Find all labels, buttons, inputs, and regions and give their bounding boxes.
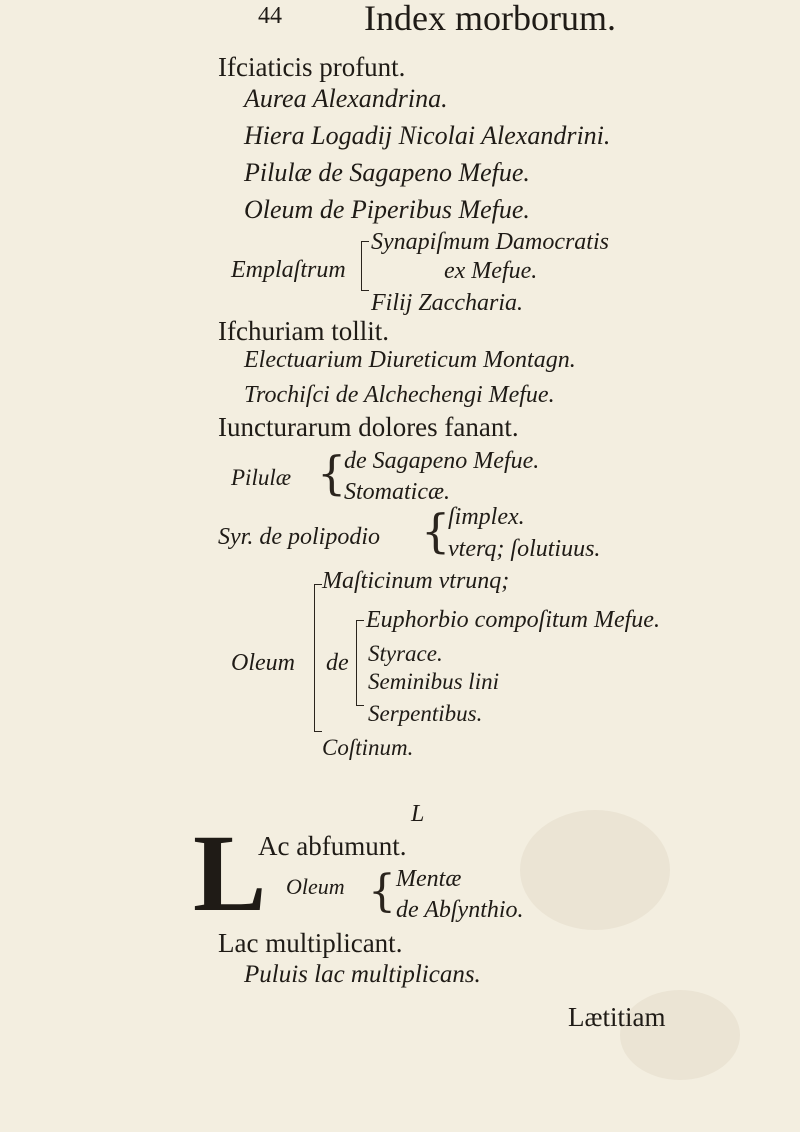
bracket	[314, 584, 322, 732]
entry-heading: Lac multiplicant.	[218, 928, 403, 958]
group-label: Pilulæ	[231, 465, 292, 490]
remedy-line: Stomaticæ.	[344, 479, 450, 505]
remedy-line: Trochiſci de Alchechengi Mefue.	[244, 382, 555, 408]
remedy-line: Serpentibus.	[368, 701, 483, 726]
group-label: Emplaſtrum	[231, 257, 346, 283]
entry-heading: Ifciaticis profunt.	[218, 52, 406, 82]
section-letter: L	[411, 801, 425, 827]
remedy-line: Filij Zaccharia.	[371, 290, 523, 316]
connector: de	[326, 650, 349, 676]
remedy-line: Mentæ	[396, 866, 462, 892]
group-label: Syr. de polipodio	[218, 524, 380, 550]
catchword: Lætitiam	[568, 1002, 666, 1032]
remedy-line: Seminibus lini	[368, 669, 499, 694]
running-title: Index morborum.	[364, 0, 616, 38]
remedy-line: Maſticinum vtrunq;	[322, 568, 510, 594]
remedy-line: Electuarium Diureticum Montagn.	[244, 347, 576, 373]
brace: {	[317, 446, 347, 500]
remedy-line: de Abſynthio.	[396, 897, 524, 923]
bracket	[361, 241, 369, 291]
group-label: Oleum	[231, 650, 295, 676]
remedy-line: Styrace.	[368, 641, 443, 666]
brace: {	[421, 504, 451, 558]
entry-heading: Ifchuriam tollit.	[218, 316, 389, 346]
remedy-line: de Sagapeno Mefue.	[344, 448, 540, 474]
remedy-line: Euphorbio compoſitum Mefue.	[366, 607, 660, 633]
group-label: Oleum	[286, 874, 345, 899]
remedy-line: Hiera Logadij Nicolai Alexandrini.	[244, 121, 611, 150]
brace: {	[368, 866, 396, 917]
drop-cap: L	[193, 812, 267, 934]
remedy-line: ſimplex.	[448, 504, 525, 530]
entry-heading: Ac abfumunt.	[258, 831, 407, 861]
remedy-line: Oleum de Piperibus Mefue.	[244, 195, 530, 224]
bracket	[356, 620, 364, 706]
remedy-line: vterq; ſolutiuus.	[448, 536, 601, 562]
paper-stain	[520, 810, 670, 930]
remedy-line: ex Mefue.	[444, 258, 538, 284]
page-number: 44	[258, 3, 282, 29]
remedy-line: Puluis lac multiplicans.	[244, 961, 481, 988]
remedy-line: Aurea Alexandrina.	[244, 84, 448, 113]
entry-heading: Iuncturarum dolores fanant.	[218, 412, 519, 442]
remedy-line: Coſtinum.	[322, 735, 414, 760]
remedy-line: Synapiſmum Damocratis	[371, 229, 609, 255]
remedy-line: Pilulæ de Sagapeno Mefue.	[244, 158, 530, 187]
